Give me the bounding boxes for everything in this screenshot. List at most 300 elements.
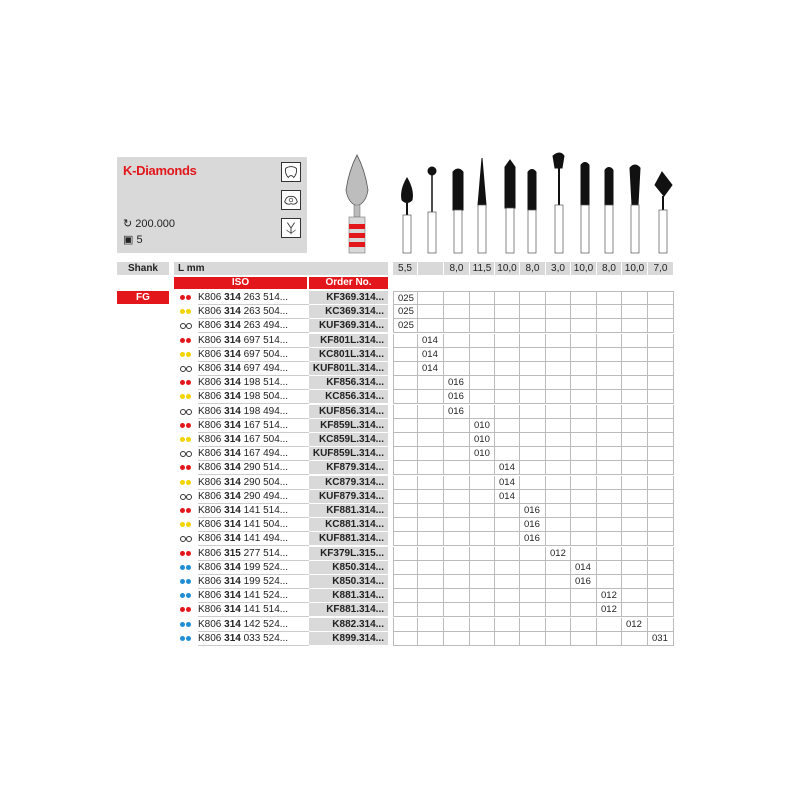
grid-cell xyxy=(393,419,418,433)
table-row xyxy=(174,390,674,404)
grid-cell xyxy=(418,376,444,390)
grit-dot xyxy=(186,593,191,598)
grid-cell xyxy=(444,575,470,589)
iso-number xyxy=(198,334,309,348)
grid-cell xyxy=(597,532,622,546)
package-icon: ▣ xyxy=(123,234,134,246)
grit-dot xyxy=(180,607,185,612)
grit-dot xyxy=(186,579,191,584)
shank-header: Shank xyxy=(117,262,169,275)
iso-shank-code: 314 xyxy=(224,334,241,346)
iso-prefix: K806 xyxy=(198,505,225,516)
iso-suffix: 198 514... xyxy=(240,377,289,389)
grid-cell xyxy=(571,319,597,333)
iso-shank-code: 314 xyxy=(224,519,241,531)
iso-prefix: K806 xyxy=(198,462,225,474)
size-value: 012 xyxy=(597,589,622,603)
grid-cell xyxy=(393,561,418,575)
size-value: 014 xyxy=(418,362,444,376)
grid-cell xyxy=(393,461,418,475)
grid-cell xyxy=(470,305,495,319)
iso-shank-code: 314 xyxy=(224,505,241,516)
grit-color-dots xyxy=(180,423,194,429)
grid-cell xyxy=(444,461,470,475)
grid-cell xyxy=(418,575,444,589)
grid-cell xyxy=(648,504,674,518)
grid-cell xyxy=(470,547,495,561)
grid-cell xyxy=(470,461,495,475)
order-number: KC879.314... xyxy=(309,476,388,490)
grid-cell xyxy=(418,532,444,546)
grit-dot xyxy=(186,522,191,527)
iso-number xyxy=(198,476,309,490)
grid-cell xyxy=(444,476,470,490)
grid-cell xyxy=(622,589,648,603)
grid-cell xyxy=(444,433,470,447)
grid-cell xyxy=(418,504,444,518)
grit-dot xyxy=(180,465,185,470)
grid-cell xyxy=(571,476,597,490)
grid-cell xyxy=(470,603,495,617)
size-grid xyxy=(393,504,674,518)
iso-shank-code: 314 xyxy=(224,576,241,587)
grid-cell xyxy=(470,589,495,603)
size-grid xyxy=(393,589,674,603)
grid-cell xyxy=(571,419,597,433)
size-grid xyxy=(393,447,674,461)
table-row xyxy=(174,603,674,617)
order-number: K881.314... xyxy=(309,589,388,603)
iso-number xyxy=(198,575,309,589)
grid-cell xyxy=(648,547,674,561)
size-grid xyxy=(393,532,674,546)
size-grid xyxy=(393,618,674,632)
iso-shank-code: 314 xyxy=(224,476,241,488)
size-grid xyxy=(393,390,674,404)
table-row xyxy=(174,490,674,504)
grit-color-dots xyxy=(180,465,194,471)
order-number: K882.314... xyxy=(309,618,388,632)
grit-dot xyxy=(180,593,185,598)
grid-cell xyxy=(546,334,571,348)
size-value: 014 xyxy=(495,461,520,475)
iso-suffix: 167 494... xyxy=(240,448,289,460)
preparation-icon xyxy=(281,218,301,238)
grid-cell xyxy=(444,561,470,575)
order-number: KF369.314... xyxy=(309,291,388,305)
grid-cell xyxy=(648,319,674,333)
grid-cell xyxy=(597,447,622,461)
table-row xyxy=(174,618,674,632)
grid-cell xyxy=(393,547,418,561)
grid-cell xyxy=(622,518,648,532)
grid-cell xyxy=(418,390,444,404)
grid-cell xyxy=(571,632,597,646)
grid-cell xyxy=(470,376,495,390)
iso-shank-code: 314 xyxy=(224,363,241,374)
grid-cell xyxy=(470,319,495,333)
grit-dot xyxy=(180,295,185,300)
iso-suffix: 141 514... xyxy=(240,604,289,616)
iso-suffix: 033 524... xyxy=(240,632,289,644)
grit-dot xyxy=(186,622,191,627)
size-grid xyxy=(393,291,674,305)
table-row xyxy=(174,532,674,546)
grid-cell xyxy=(520,291,546,305)
rotation-icon: ↻ xyxy=(123,218,133,230)
grid-cell xyxy=(520,348,546,362)
grit-color-dots xyxy=(180,451,194,457)
iso-prefix: K806 xyxy=(198,306,225,318)
grid-cell xyxy=(418,518,444,532)
grit-color-dots xyxy=(180,338,194,344)
pack-info xyxy=(123,233,143,246)
grit-dot xyxy=(186,465,191,470)
iso-suffix: 263 494... xyxy=(240,320,289,332)
grid-cell xyxy=(622,348,648,362)
length-value: 3,0 xyxy=(546,262,571,275)
grit-dot xyxy=(186,494,192,500)
grid-cell xyxy=(571,589,597,603)
iso-number xyxy=(198,589,309,603)
grid-cell xyxy=(546,433,571,447)
grid-cell xyxy=(520,589,546,603)
iso-number xyxy=(198,532,309,546)
grid-cell xyxy=(546,419,571,433)
grid-cell xyxy=(648,532,674,546)
iso-shank-code: 314 xyxy=(224,632,241,644)
order-number: KC859L.314... xyxy=(309,433,388,447)
iso-number xyxy=(198,405,309,419)
grid-cell xyxy=(418,419,444,433)
iso-shank-code: 314 xyxy=(224,348,241,360)
grid-cell xyxy=(622,334,648,348)
grit-color-dots xyxy=(180,409,194,415)
grit-dot xyxy=(186,607,191,612)
size-value: 016 xyxy=(571,575,597,589)
pack-value: 5 xyxy=(136,234,143,246)
grid-cell xyxy=(648,561,674,575)
grid-cell xyxy=(520,632,546,646)
grit-dot xyxy=(180,380,185,385)
grid-cell xyxy=(571,461,597,475)
size-value: 016 xyxy=(444,390,470,404)
grid-cell xyxy=(597,476,622,490)
grid-cell xyxy=(597,547,622,561)
product-title: K-Diamonds xyxy=(123,163,197,178)
iso-shank-code: 314 xyxy=(224,377,241,389)
grid-cell xyxy=(495,362,520,376)
grid-cell xyxy=(520,305,546,319)
grid-cell xyxy=(648,362,674,376)
grid-cell xyxy=(444,532,470,546)
size-value: 016 xyxy=(444,376,470,390)
grid-cell xyxy=(418,632,444,646)
grid-cell xyxy=(648,476,674,490)
size-value: 014 xyxy=(495,490,520,504)
iso-number xyxy=(198,291,309,305)
grit-dot xyxy=(186,295,191,300)
grit-dot xyxy=(186,536,192,542)
grid-cell xyxy=(622,547,648,561)
grid-cell xyxy=(393,348,418,362)
tooth-crown-icon xyxy=(281,162,301,182)
grit-dot xyxy=(186,380,191,385)
size-value: 012 xyxy=(597,603,622,617)
grit-color-dots xyxy=(180,536,194,542)
grid-cell xyxy=(622,490,648,504)
grit-color-dots xyxy=(180,579,194,585)
table-row xyxy=(174,575,674,589)
size-value: 012 xyxy=(546,547,571,561)
grit-dot xyxy=(186,366,192,372)
iso-suffix: 167 504... xyxy=(240,434,289,445)
grid-cell xyxy=(495,419,520,433)
grid-cell xyxy=(470,561,495,575)
grid-cell xyxy=(470,348,495,362)
grid-cell xyxy=(520,575,546,589)
order-number: KC856.314... xyxy=(309,390,388,404)
order-number: KUF801L.314... xyxy=(309,362,388,376)
iso-prefix: K806 xyxy=(198,576,225,587)
order-number-header: Order No. xyxy=(309,277,388,289)
grit-dot xyxy=(180,394,185,399)
grid-cell xyxy=(571,348,597,362)
iso-shank-code: 314 xyxy=(224,462,241,474)
iso-prefix: K806 xyxy=(198,434,225,445)
size-value: 025 xyxy=(393,305,418,319)
grid-cell xyxy=(571,618,597,632)
grid-cell xyxy=(622,532,648,546)
size-value: 016 xyxy=(444,405,470,419)
grid-cell xyxy=(495,504,520,518)
grid-cell xyxy=(571,291,597,305)
grit-dot xyxy=(180,480,185,485)
order-number: KUF856.314... xyxy=(309,405,388,419)
grid-cell xyxy=(495,632,520,646)
grid-cell xyxy=(495,319,520,333)
grid-cell xyxy=(470,476,495,490)
grid-cell xyxy=(393,632,418,646)
order-number: KF859L.314... xyxy=(309,419,388,433)
grid-cell xyxy=(571,390,597,404)
size-grid xyxy=(393,603,674,617)
grit-dot xyxy=(186,352,191,357)
iso-number xyxy=(198,433,309,447)
order-number: KF856.314... xyxy=(309,376,388,390)
grid-cell xyxy=(571,518,597,532)
table-row xyxy=(174,419,674,433)
length-value: 10,0 xyxy=(571,262,597,275)
grid-cell xyxy=(495,589,520,603)
grid-cell xyxy=(648,348,674,362)
grid-cell xyxy=(444,362,470,376)
iso-prefix: K806 xyxy=(198,448,225,460)
iso-prefix: K806 xyxy=(198,292,225,303)
grid-cell xyxy=(597,319,622,333)
grit-dot xyxy=(180,565,185,570)
grid-cell xyxy=(393,447,418,461)
grid-cell xyxy=(597,390,622,404)
grit-dot xyxy=(186,338,191,343)
iso-number xyxy=(198,518,309,532)
grid-cell xyxy=(393,362,418,376)
iso-prefix: K806 xyxy=(198,377,225,389)
size-value: 012 xyxy=(622,618,648,632)
order-number: K850.314... xyxy=(309,575,388,589)
grid-cell xyxy=(520,334,546,348)
size-value: 014 xyxy=(418,348,444,362)
tooth-section-icon xyxy=(281,190,301,210)
order-number: KF879.314... xyxy=(309,461,388,475)
grid-cell xyxy=(470,575,495,589)
grid-cell xyxy=(520,362,546,376)
grid-cell xyxy=(495,405,520,419)
grid-cell xyxy=(648,461,674,475)
grid-cell xyxy=(622,319,648,333)
grid-cell xyxy=(546,319,571,333)
grid-cell xyxy=(418,476,444,490)
grid-cell xyxy=(520,461,546,475)
table-row xyxy=(174,547,674,561)
iso-shank-code: 314 xyxy=(224,391,241,403)
grit-color-dots xyxy=(180,323,194,329)
iso-prefix: K806 xyxy=(198,590,225,602)
size-grid xyxy=(393,348,674,362)
iso-suffix: 277 514... xyxy=(240,547,289,559)
iso-prefix: K806 xyxy=(198,490,225,502)
size-grid xyxy=(393,334,674,348)
grid-cell xyxy=(648,447,674,461)
grid-cell xyxy=(393,405,418,419)
grid-cell xyxy=(546,461,571,475)
grit-dot xyxy=(180,622,185,627)
grid-cell xyxy=(622,305,648,319)
grid-cell xyxy=(597,334,622,348)
iso-shank-code: 314 xyxy=(224,306,241,318)
grid-cell xyxy=(495,376,520,390)
iso-number xyxy=(198,305,309,319)
iso-suffix: 199 524... xyxy=(240,561,289,573)
grid-cell xyxy=(470,390,495,404)
size-value: 010 xyxy=(470,447,495,461)
grid-cell xyxy=(597,433,622,447)
grid-cell xyxy=(418,561,444,575)
iso-number xyxy=(198,490,309,504)
iso-number xyxy=(198,348,309,362)
iso-suffix: 697 514... xyxy=(240,334,289,346)
table-row xyxy=(174,319,674,333)
featured-bur-image xyxy=(346,155,368,253)
grit-dot xyxy=(180,423,185,428)
grid-cell xyxy=(393,476,418,490)
length-value: 8,0 xyxy=(597,262,622,275)
iso-shank-code: 315 xyxy=(224,547,241,559)
grid-cell xyxy=(418,603,444,617)
grid-cell xyxy=(597,490,622,504)
grid-cell xyxy=(648,390,674,404)
iso-prefix: K806 xyxy=(198,547,225,559)
grid-cell xyxy=(495,575,520,589)
grid-cell xyxy=(444,447,470,461)
grid-cell xyxy=(571,405,597,419)
grid-cell xyxy=(418,589,444,603)
grid-cell xyxy=(470,405,495,419)
iso-suffix: 697 504... xyxy=(240,348,289,360)
grid-cell xyxy=(520,433,546,447)
grid-cell xyxy=(495,532,520,546)
size-grid xyxy=(393,490,674,504)
length-values-row xyxy=(393,262,674,275)
order-number: KUF879.314... xyxy=(309,490,388,504)
grit-dot xyxy=(186,323,192,329)
grit-dot xyxy=(186,636,191,641)
table-row xyxy=(174,362,674,376)
iso-suffix: 141 504... xyxy=(240,519,289,531)
grid-cell xyxy=(520,376,546,390)
iso-number xyxy=(198,419,309,433)
order-number: KC881.314... xyxy=(309,518,388,532)
size-grid xyxy=(393,319,674,333)
grit-dot xyxy=(186,551,191,556)
grid-cell xyxy=(418,305,444,319)
grid-cell xyxy=(520,476,546,490)
size-value: 016 xyxy=(520,504,546,518)
grid-cell xyxy=(393,618,418,632)
order-number: KC369.314... xyxy=(309,305,388,319)
grid-cell xyxy=(571,490,597,504)
table-row xyxy=(174,334,674,348)
iso-number xyxy=(198,319,309,333)
grid-cell xyxy=(571,305,597,319)
iso-number xyxy=(198,461,309,475)
grid-cell xyxy=(622,461,648,475)
table-row xyxy=(174,433,674,447)
grid-cell xyxy=(393,390,418,404)
iso-shank-code: 314 xyxy=(224,405,241,417)
grid-cell xyxy=(418,433,444,447)
grit-dot xyxy=(186,394,191,399)
table-row xyxy=(174,376,674,390)
iso-suffix: 697 494... xyxy=(240,363,289,374)
grid-cell xyxy=(546,291,571,305)
grid-cell xyxy=(648,305,674,319)
grid-cell xyxy=(648,376,674,390)
grid-cell xyxy=(648,490,674,504)
grid-cell xyxy=(495,291,520,305)
size-grid xyxy=(393,518,674,532)
table-row xyxy=(174,461,674,475)
grid-cell xyxy=(622,419,648,433)
grid-cell xyxy=(520,490,546,504)
grid-cell xyxy=(546,532,571,546)
size-grid xyxy=(393,632,674,646)
iso-shank-code: 314 xyxy=(224,320,241,332)
grid-cell xyxy=(418,618,444,632)
grid-cell xyxy=(520,405,546,419)
grit-color-dots xyxy=(180,437,194,443)
size-grid xyxy=(393,362,674,376)
iso-prefix: K806 xyxy=(198,561,225,573)
iso-suffix: 263 504... xyxy=(240,306,289,318)
grid-cell xyxy=(444,348,470,362)
size-grid xyxy=(393,405,674,419)
iso-shank-code: 314 xyxy=(224,419,241,431)
grit-dot xyxy=(180,522,185,527)
rpm-value: 200.000 xyxy=(135,218,176,230)
length-value xyxy=(418,262,444,275)
length-value: 10,0 xyxy=(622,262,648,275)
